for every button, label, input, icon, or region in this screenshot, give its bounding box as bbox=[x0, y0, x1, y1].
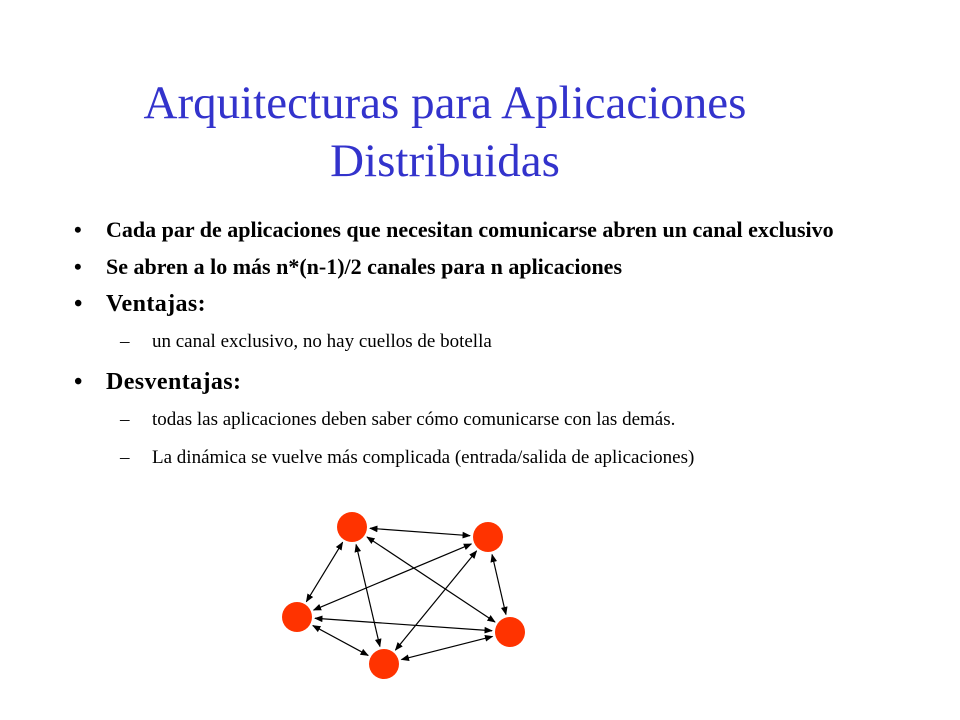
application-node-top-left bbox=[337, 512, 367, 542]
bullet-item: • Se abren a lo más n*(n-1)/2 canales para n aplicaciones bbox=[72, 253, 912, 281]
bullet-item: • Ventajas: bbox=[72, 290, 912, 318]
connection-arrow-top-right-bottom bbox=[395, 551, 476, 650]
connection-arrow-left-right bbox=[315, 618, 492, 630]
bullet-item: • Cada par de aplicaciones que necesitan comunicarse abren un canal exclusivo bbox=[72, 216, 912, 244]
connection-arrow-top-left-bottom bbox=[356, 545, 380, 647]
sub-bullet-item: – un canal exclusivo, no hay cuellos de botella bbox=[72, 330, 912, 354]
title-line-1: Arquitecturas para Aplicaciones bbox=[143, 77, 747, 129]
application-node-right bbox=[495, 617, 525, 647]
connection-arrow-left-bottom bbox=[313, 626, 368, 656]
connection-arrow-top-left-top-right bbox=[370, 528, 470, 535]
diagram-nodes bbox=[282, 512, 525, 679]
application-node-top-right bbox=[473, 522, 503, 552]
sub-bullet-item: – todas las aplicaciones deben saber cómo comunicarse con las demás. bbox=[72, 408, 912, 432]
application-node-left bbox=[282, 602, 312, 632]
application-node-bottom bbox=[369, 649, 399, 679]
diagram-edges bbox=[306, 528, 506, 659]
connection-arrow-top-left-left bbox=[306, 542, 342, 601]
title-line-2: Distribuidas bbox=[330, 135, 560, 187]
connection-arrow-right-bottom bbox=[401, 636, 492, 659]
connection-arrow-top-right-right bbox=[492, 555, 506, 615]
sub-bullet-item: – La dinámica se vuelve más complicada (entrada/salida de aplicaciones) bbox=[72, 446, 912, 470]
bullet-item: • Desventajas: bbox=[72, 368, 912, 396]
